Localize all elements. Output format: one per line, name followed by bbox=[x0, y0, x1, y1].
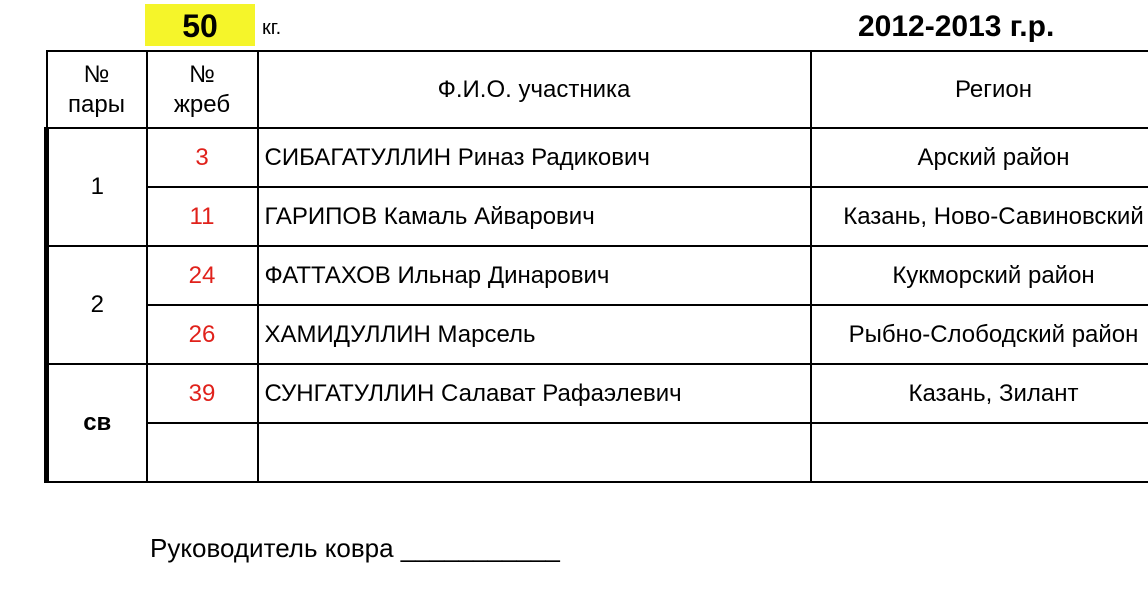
weight-unit: кг. bbox=[262, 17, 282, 39]
table-row bbox=[47, 423, 1148, 482]
table-row bbox=[47, 128, 1148, 187]
draw-number: 39 bbox=[147, 364, 258, 423]
header-participant-name: Ф.И.О. участника bbox=[258, 51, 811, 128]
draw-number: 26 bbox=[147, 305, 258, 364]
draw-number: 3 bbox=[147, 128, 258, 187]
header-region: Регион bbox=[811, 51, 1148, 128]
participant-name bbox=[258, 423, 811, 482]
pair-number: 1 bbox=[47, 128, 147, 246]
participant-name: ГАРИПОВ Камаль Айварович bbox=[258, 187, 811, 246]
participant-name: СУНГАТУЛЛИН Салават Рафаэлевич bbox=[258, 364, 811, 423]
table-row bbox=[47, 187, 1148, 246]
participant-name: ФАТТАХОВ Ильнар Динарович bbox=[258, 246, 811, 305]
participant-region: Кукморский район bbox=[811, 246, 1148, 305]
weight-category: 50 bbox=[145, 4, 255, 46]
draw-number: 24 bbox=[147, 246, 258, 305]
draw-number bbox=[147, 423, 258, 482]
participant-region: Арский район bbox=[811, 128, 1148, 187]
pairs-table bbox=[44, 50, 1148, 483]
participant-name: СИБАГАТУЛЛИН Риназ Радикович bbox=[258, 128, 811, 187]
header-pair-number: № пары bbox=[47, 51, 147, 128]
participant-region bbox=[811, 423, 1148, 482]
participant-name: ХАМИДУЛЛИН Марсель bbox=[258, 305, 811, 364]
table-row bbox=[47, 305, 1148, 364]
pair-number: св bbox=[47, 364, 147, 482]
participant-region: Казань, Зилант bbox=[811, 364, 1148, 423]
table-header-row bbox=[47, 51, 1148, 128]
mat-manager-signature-line: Руководитель ковра ___________ bbox=[150, 533, 560, 563]
pair-number: 2 bbox=[47, 246, 147, 364]
table-row bbox=[47, 364, 1148, 423]
header-draw-number: № жреб bbox=[147, 51, 258, 128]
participant-region: Рыбно-Слободский район bbox=[811, 305, 1148, 364]
table-row bbox=[47, 246, 1148, 305]
participant-region: Казань, Ново-Савиновский bbox=[811, 187, 1148, 246]
draw-number: 11 bbox=[147, 187, 258, 246]
birth-years: 2012-2013 г.р. bbox=[858, 10, 1055, 43]
